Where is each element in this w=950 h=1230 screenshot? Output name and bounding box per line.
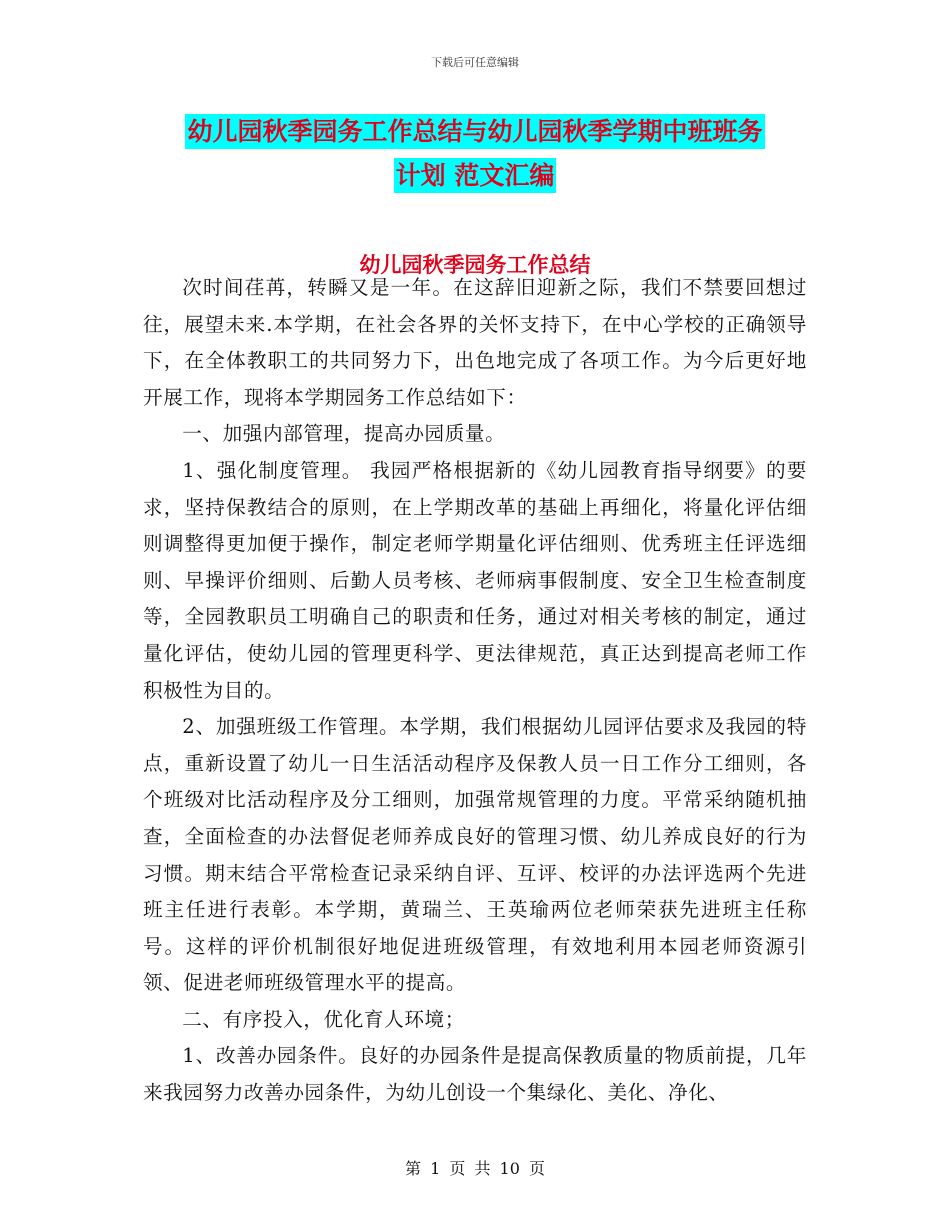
paragraph: 1、改善办园条件。良好的办园条件是提高保教质量的物质前提，几年来我园努力改善办园条件，为幼儿创设一个集绿化、美化、净化、 — [143, 1044, 807, 1105]
paragraph: 二、有序投入，优化育人环境； — [182, 1007, 465, 1031]
paragraph: 次时间荏苒，转瞬又是一年。在这辞旧迎新之际，我们不禁要回想过往，展望未来.本学期，在社会各界的关怀支持下，在中心学校的正确领导下，在全体教职工的共同努力下，出色地完成了各项工作。为今后更好地开展工作，现将本学期园务工作总结如下： — [143, 276, 807, 409]
paragraph: 1、强化制度管理。 我园严格根据新的《幼儿园教育指导纲要》的要求，坚持保教结合的原则，在上学期改革的基础上再细化，将量化评估细则调整得更加便于操作，制定老师学期量化评估细则、优秀班主任评选细则、早操评价细则、后勤人员考核、老师病事假制度、安全卫生检查制度等，全园教职员工明确自己的职责和任务，通过对相关考核的制定，通过量化评估，使幼儿园的管理更科学、更法律规范，真正达到提高老师工作积极性为目的。 — [143, 458, 807, 702]
body-text — [143, 270, 807, 1112]
page-footer: 第 1 页 共 10 页 — [405, 1159, 545, 1178]
paragraph: 2、加强班级工作管理。本学期，我们根据幼儿园评估要求及我园的特点，重新设置了幼儿一日生活活动程序及保教人员一日工作分工细则，各个班级对比活动程序及分工细则，加强常规管理的力度。平常采纳随机抽查，全面检查的办法督促老师养成良好的管理习惯、幼儿养成良好的行为习惯。期末结合平常检查记录采纳自评、互评、校评的办法评选两个先进班主任进行表彰。本学期，黄瑞兰、王英瑜两位老师荣获先进班主任称号。这样的评价机制很好地促进班级管理，有效地利用本园老师资源引领、促进老师班级管理水平的提高。 — [143, 715, 807, 995]
header-note: 下载后可任意编辑 — [431, 56, 519, 69]
title-line-1: 幼儿园秋季园务工作总结与幼儿园秋季学期中班班务 — [185, 114, 764, 149]
paragraph: 一、加强内部管理，提高办园质量。 — [182, 422, 506, 446]
section-title: 幼儿园秋季园务工作总结 — [359, 253, 591, 277]
title-line-2: 计划 范文汇编 — [394, 158, 557, 193]
